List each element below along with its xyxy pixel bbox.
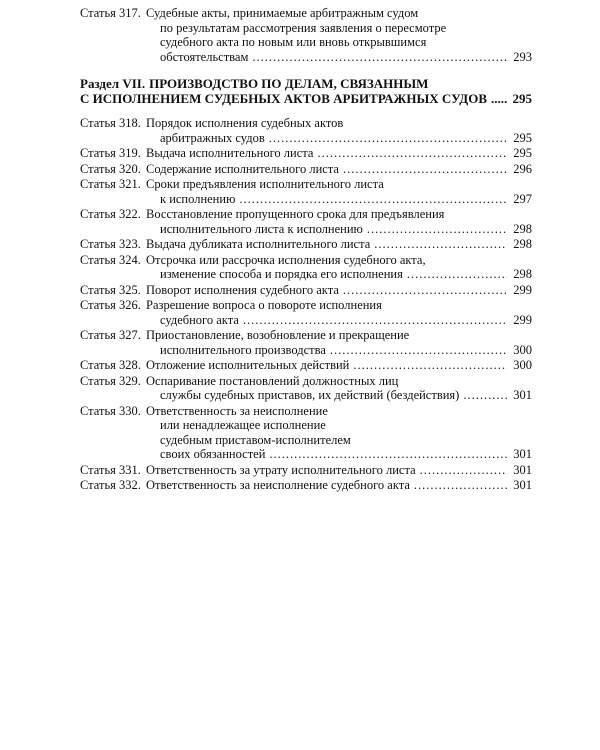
- entry-line: [146, 267, 532, 282]
- entry-body: [146, 116, 532, 145]
- page-number: 300: [513, 342, 532, 357]
- article-number: Статья 330.: [80, 403, 141, 418]
- article-number: Статья 319.: [80, 146, 141, 160]
- article-number: Статья 320.: [80, 161, 141, 176]
- article-number: Статья 331.: [80, 462, 141, 477]
- entry-text: к исполнению: [160, 191, 236, 206]
- entry-body: [146, 328, 532, 357]
- entry-text: исполнительного производства: [160, 342, 326, 357]
- entry-body: [146, 162, 532, 177]
- article-number: Статья 317.: [80, 6, 141, 20]
- leader-dots: [343, 162, 507, 177]
- entry-text: Ответственность за неисполнение: [146, 403, 328, 418]
- article-number: Статья 323.: [80, 237, 141, 251]
- section-line: [80, 91, 532, 106]
- section-line: [80, 76, 532, 91]
- entry-line: [146, 207, 532, 222]
- page-number: 298: [513, 237, 532, 251]
- entry-line: [146, 146, 532, 161]
- entry-line: [146, 418, 532, 433]
- entry-text: Выдача дубликата исполнительного листа: [146, 237, 371, 251]
- entry-line: [146, 35, 532, 50]
- entry-text: по результатам рассмотрения заявления о пересмотре: [160, 20, 447, 35]
- entry-body: [146, 177, 532, 206]
- entry-text: Разрешение вопроса о повороте исполнения: [146, 298, 382, 312]
- article-number: Статья 321.: [80, 177, 141, 191]
- leader-dots: [317, 146, 507, 161]
- entry-line: [146, 116, 532, 131]
- section-heading: [80, 76, 532, 106]
- page-number: 301: [513, 462, 532, 477]
- toc-entry: [80, 253, 532, 282]
- entry-text: судебного акта: [160, 312, 239, 327]
- page-number: 298: [513, 221, 532, 236]
- page-number: 295: [513, 146, 532, 160]
- page-number: 299: [513, 282, 532, 297]
- entry-text: своих обязанностей: [160, 447, 266, 461]
- entry-text: Приостановление, возобновление и прекращение: [146, 328, 410, 342]
- entry-line: [146, 177, 532, 192]
- page-number: 300: [513, 358, 532, 372]
- leader-dots: [463, 388, 507, 403]
- leader-dots: [491, 91, 507, 106]
- entry-text: обстоятельствам: [160, 49, 249, 64]
- entry-line: [146, 253, 532, 268]
- toc-entry: [80, 146, 532, 161]
- leader-dots: [239, 192, 507, 207]
- entry-line: [146, 478, 532, 493]
- page-number: 293: [513, 49, 532, 64]
- entry-line: [146, 298, 532, 313]
- page-number: 296: [513, 161, 532, 176]
- leader-dots: [414, 478, 507, 493]
- entry-line: [146, 328, 532, 343]
- entry-text: Восстановление пропущенного срока для предъявления: [146, 207, 445, 221]
- entry-line: [146, 374, 532, 389]
- entry-line: [146, 447, 532, 462]
- entry-body: [146, 374, 532, 403]
- leader-dots: [252, 50, 507, 65]
- entry-body: [146, 358, 532, 373]
- entry-line: [146, 237, 532, 252]
- toc-entry: [80, 237, 532, 252]
- article-number: Статья 325.: [80, 282, 141, 297]
- entry-text: изменение способа и порядка его исполнения: [160, 267, 403, 281]
- article-number: Статья 318.: [80, 116, 141, 130]
- entry-text: Поворот исполнения судебного акта: [146, 282, 339, 297]
- page-number: 301: [513, 388, 532, 402]
- leader-dots: [243, 313, 507, 328]
- entry-line: [146, 388, 532, 403]
- leader-dots: [269, 447, 507, 462]
- entry-line: [146, 6, 532, 21]
- entry-body: [146, 207, 532, 236]
- section-title-line1: ПРОИЗВОДСТВО ПО ДЕЛАМ, СВЯЗАННЫМ: [149, 76, 429, 91]
- page-number: 295: [512, 91, 532, 106]
- entry-body: [146, 283, 532, 298]
- leader-dots: [367, 222, 507, 237]
- entry-text: Отсрочка или рассрочка исполнения судебного акта,: [146, 252, 426, 267]
- toc-entry: [80, 328, 532, 357]
- entry-line: [146, 21, 532, 36]
- entry-body: [146, 6, 532, 64]
- section-number: Раздел VII.: [80, 76, 146, 91]
- entry-text: арбитражных судов: [160, 130, 265, 145]
- leader-dots: [330, 343, 507, 358]
- toc-entry: [80, 283, 532, 298]
- toc-entry: [80, 358, 532, 373]
- entry-text: Выдача исполнительного листа: [146, 146, 314, 160]
- page-number: 297: [513, 191, 532, 206]
- entry-line: [146, 313, 532, 328]
- entry-text: судебным приставом-исполнителем: [160, 432, 351, 447]
- article-number: Статья 324.: [80, 252, 141, 267]
- toc-entry: [80, 116, 532, 145]
- article-number: Статья 329.: [80, 373, 141, 388]
- entry-text: службы судебных приставов, их действий (бездействия): [160, 388, 460, 402]
- leader-dots: [353, 358, 507, 373]
- toc-entry: [80, 478, 532, 493]
- toc-entry: [80, 6, 532, 64]
- leader-dots: [407, 267, 507, 282]
- section-title-line2: С ИСПОЛНЕНИЕМ СУДЕБНЫХ АКТОВ АРБИТРАЖНЫХ СУДОВ: [80, 91, 488, 106]
- entry-text: Порядок исполнения судебных актов: [146, 116, 344, 130]
- page-number: 301: [513, 447, 532, 461]
- entry-line: [146, 343, 532, 358]
- toc-entry: [80, 298, 532, 327]
- toc-entry: [80, 374, 532, 403]
- entry-body: [146, 253, 532, 282]
- entry-line: [146, 50, 532, 65]
- toc-entry: [80, 463, 532, 478]
- article-number: Статья 332.: [80, 478, 141, 492]
- article-number: Статья 322.: [80, 207, 141, 221]
- entry-body: [146, 237, 532, 252]
- entry-text: Сроки предъявления исполнительного листа: [146, 177, 384, 191]
- toc-entry: [80, 162, 532, 177]
- entry-text: исполнительного листа к исполнению: [160, 221, 363, 236]
- entry-body: [146, 463, 532, 478]
- entry-line: [146, 222, 532, 237]
- entry-text: Ответственность за утрату исполнительного листа: [146, 462, 416, 477]
- article-number: Статья 327.: [80, 328, 141, 342]
- entry-body: [146, 146, 532, 161]
- entry-body: [146, 478, 532, 493]
- entry-line: [146, 131, 532, 146]
- article-number: Статья 326.: [80, 298, 141, 312]
- entry-body: [146, 298, 532, 327]
- entry-line: [146, 433, 532, 448]
- leader-dots: [269, 131, 507, 146]
- leader-dots: [374, 237, 507, 252]
- entry-line: [146, 192, 532, 207]
- leader-dots: [420, 463, 507, 478]
- article-number: Статья 328.: [80, 358, 141, 372]
- toc-entry: [80, 207, 532, 236]
- page-number: 299: [513, 312, 532, 327]
- entry-line: [146, 358, 532, 373]
- entry-body: [146, 404, 532, 462]
- toc-entry: [80, 177, 532, 206]
- entry-line: [146, 463, 532, 478]
- leader-dots: [343, 283, 507, 298]
- entry-line: [146, 283, 532, 298]
- table-of-contents: [80, 6, 532, 494]
- page-number: 301: [513, 478, 532, 492]
- entry-line: [146, 404, 532, 419]
- toc-entry: [80, 404, 532, 462]
- entry-text: Оспаривание постановлений должностных лиц: [146, 373, 399, 388]
- entry-text: Судебные акты, принимаемые арбитражным судом: [146, 6, 419, 20]
- entry-text: Отложение исполнительных действий: [146, 358, 350, 372]
- entry-text: судебного акта по новым или вновь открывшимся: [160, 35, 427, 49]
- entry-text: или ненадлежащее исполнение: [160, 418, 326, 432]
- page-number: 295: [513, 130, 532, 145]
- entry-text: Содержание исполнительного листа: [146, 161, 339, 176]
- page-number: 298: [513, 267, 532, 281]
- entry-line: [146, 162, 532, 177]
- entry-text: Ответственность за неисполнение судебного акта: [146, 478, 410, 492]
